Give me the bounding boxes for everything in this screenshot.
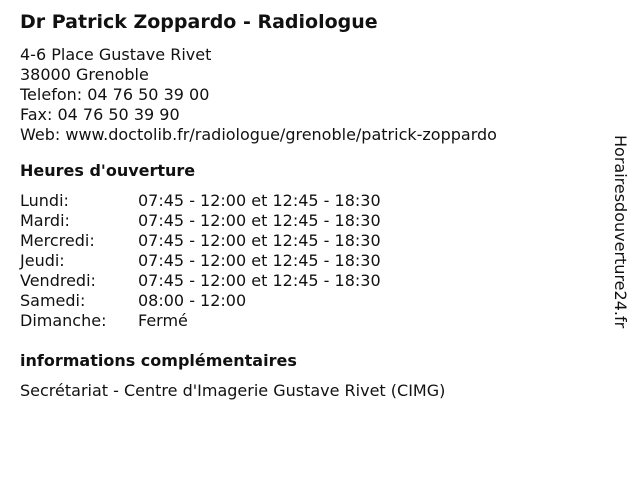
day-hours: 08:00 - 12:00: [138, 291, 247, 310]
day-label: Jeudi:: [20, 251, 65, 270]
hours-row-tuesday: [20, 211, 600, 231]
day-hours: 07:45 - 12:00 et 12:45 - 18:30: [138, 211, 381, 230]
opening-hours-table: [20, 191, 600, 331]
address-street: 4-6 Place Gustave Rivet: [20, 45, 212, 64]
hours-row-thursday: [20, 251, 600, 271]
hours-row-friday: [20, 271, 600, 291]
doctor-info-card: [20, 9, 600, 401]
additional-info-heading: informations complémentaires: [20, 351, 297, 370]
day-label: Mardi:: [20, 211, 70, 230]
hours-row-monday: [20, 191, 600, 211]
day-hours: 07:45 - 12:00 et 12:45 - 18:30: [138, 271, 381, 290]
page-title: Dr Patrick Zoppardo - Radiologue: [20, 11, 378, 33]
fax-number: Fax: 04 76 50 39 90: [20, 105, 180, 124]
day-hours: 07:45 - 12:00 et 12:45 - 18:30: [138, 191, 381, 210]
day-label: Lundi:: [20, 191, 69, 210]
hours-row-saturday: [20, 291, 600, 311]
day-hours: 07:45 - 12:00 et 12:45 - 18:30: [138, 251, 381, 270]
phone-number: Telefon: 04 76 50 39 00: [20, 85, 210, 104]
day-hours: 07:45 - 12:00 et 12:45 - 18:30: [138, 231, 381, 250]
day-label: Dimanche:: [20, 311, 107, 330]
hours-row-sunday: [20, 311, 600, 331]
day-hours: Fermé: [138, 311, 188, 330]
additional-info-text: Secrétariat - Centre d'Imagerie Gustave Rivet (CIMG): [20, 381, 446, 400]
hours-row-wednesday: [20, 231, 600, 251]
day-label: Samedi:: [20, 291, 86, 310]
website: Web: www.doctolib.fr/radiologue/grenoble/patrick-zoppardo: [20, 125, 497, 144]
day-label: Mercredi:: [20, 231, 95, 250]
address-city: 38000 Grenoble: [20, 65, 149, 84]
day-label: Vendredi:: [20, 271, 96, 290]
opening-hours-heading: Heures d'ouverture: [20, 161, 196, 180]
site-watermark: Horairesdouverture24.fr: [611, 135, 630, 329]
